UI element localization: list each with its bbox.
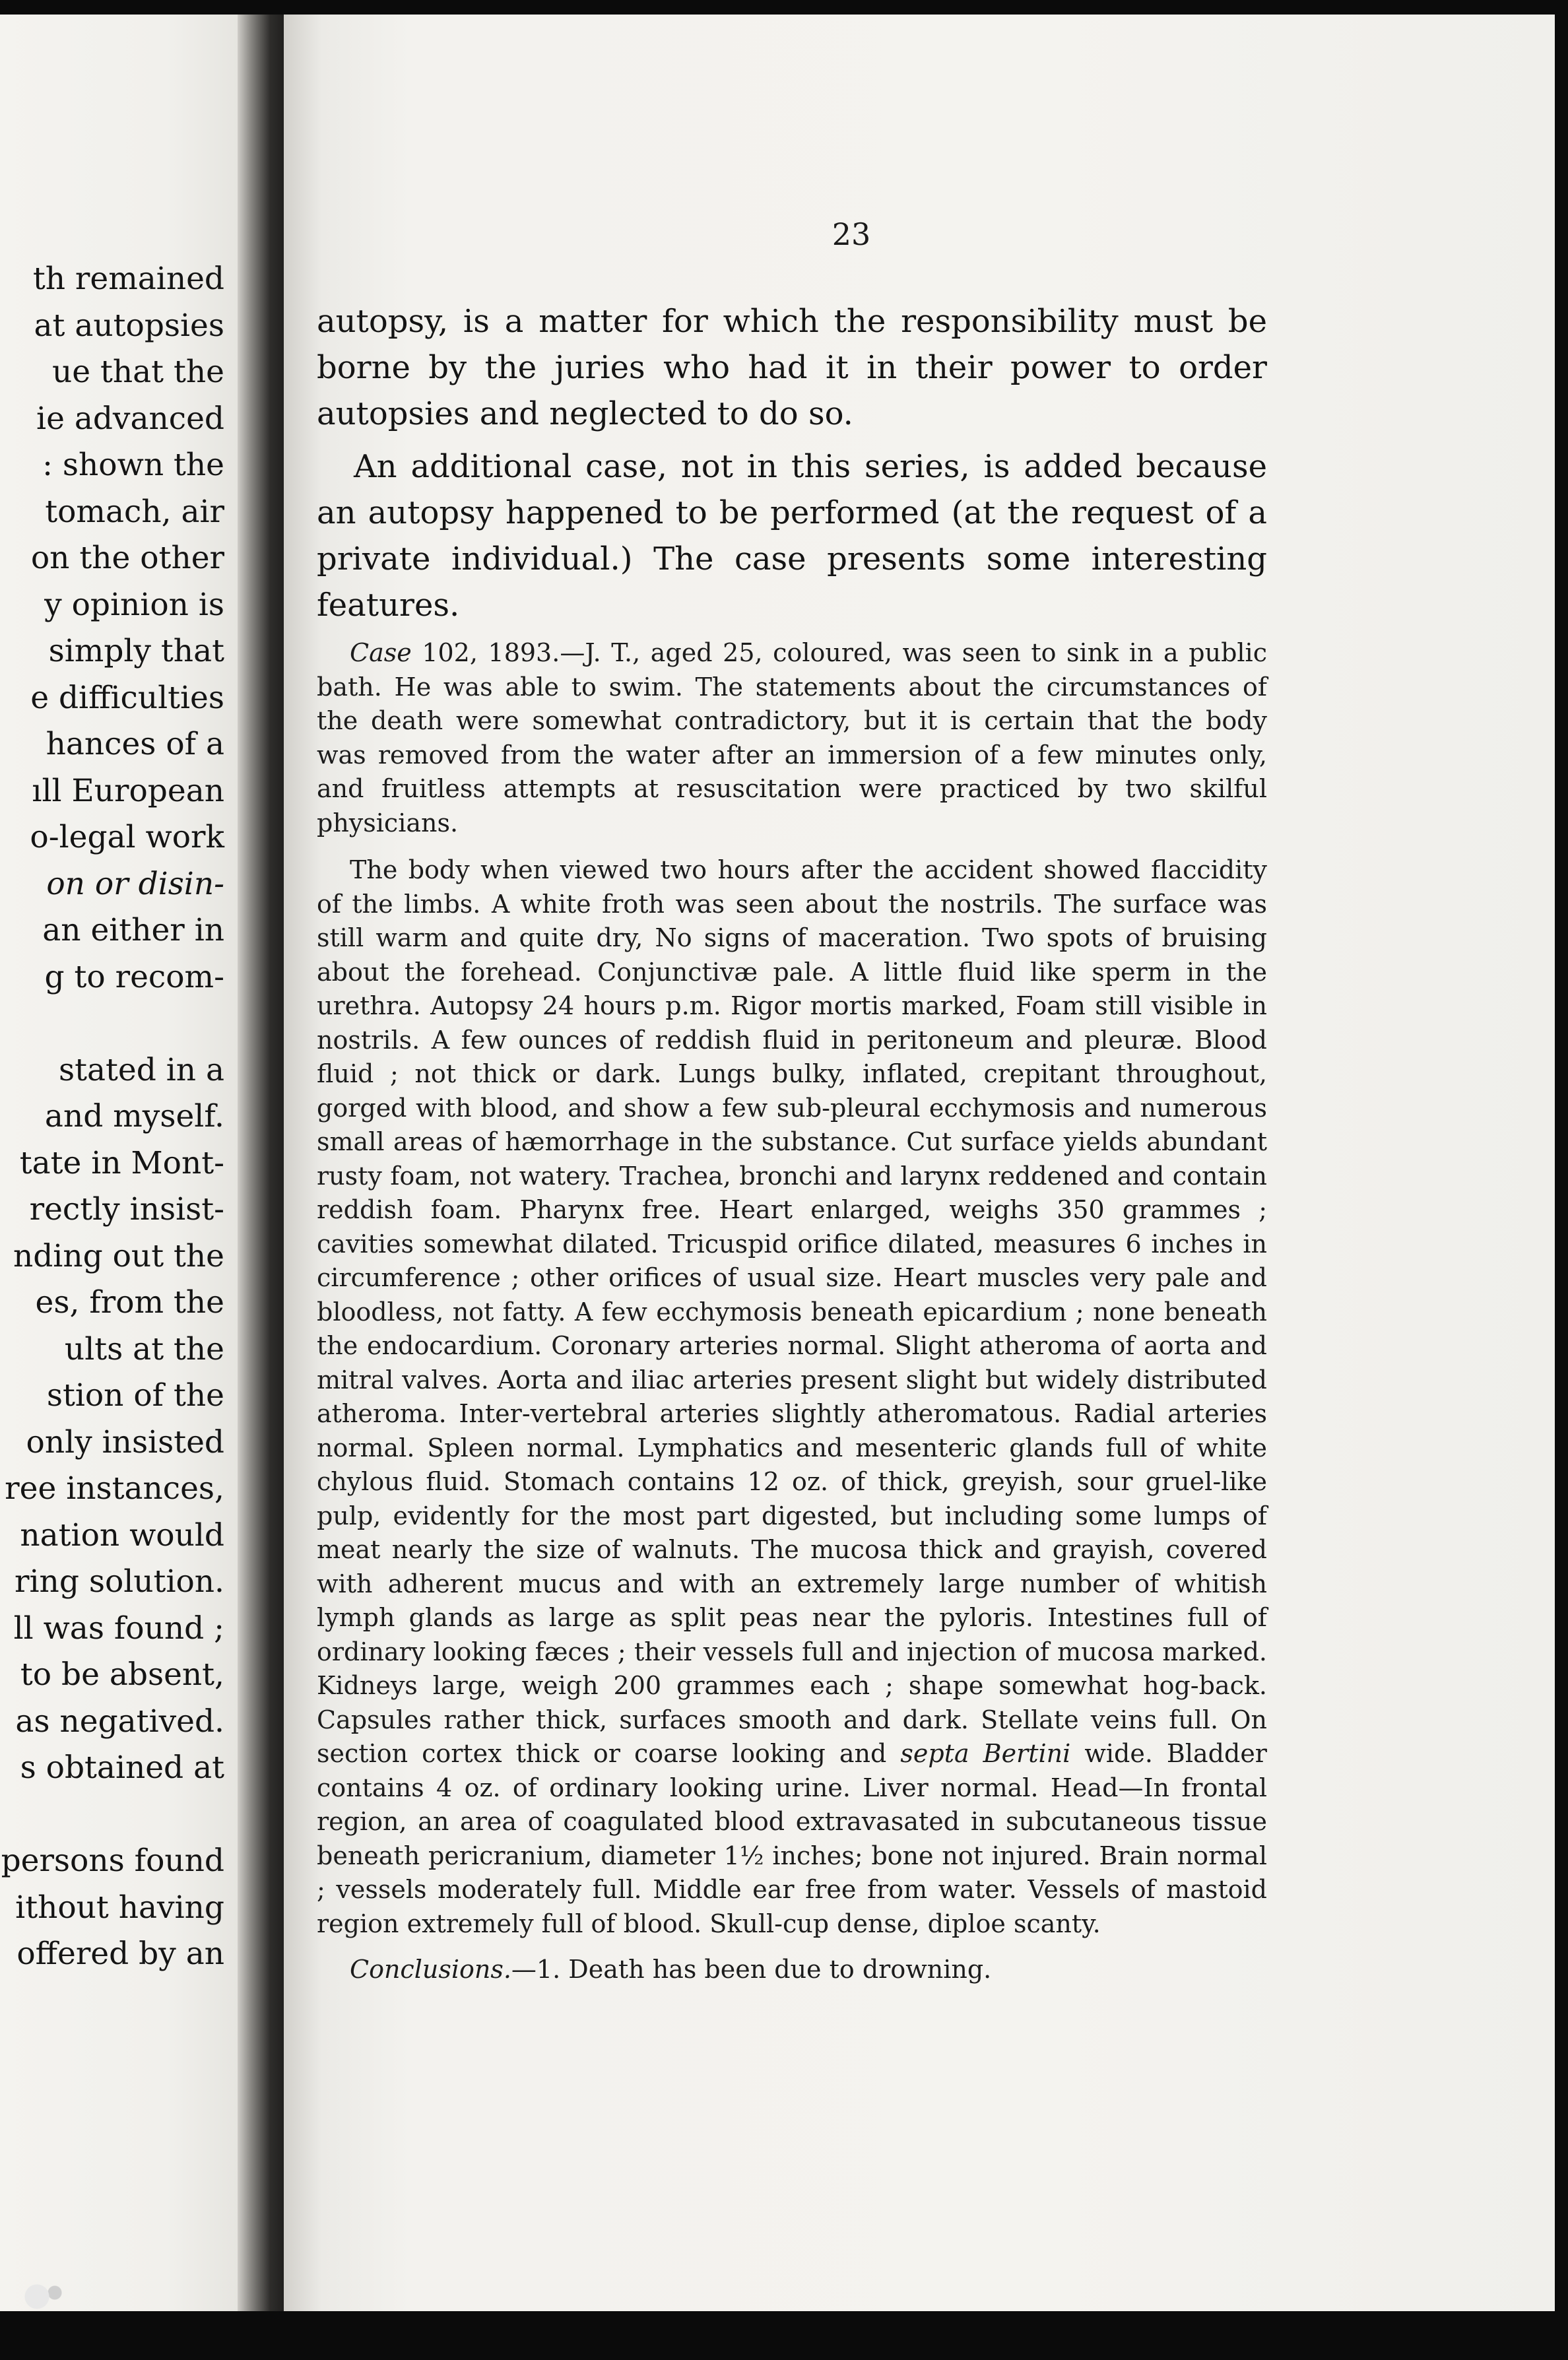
left-page-line: o-legal work	[30, 819, 224, 855]
left-page-line: ree instances,	[5, 1470, 224, 1507]
page-number: 23	[832, 216, 871, 252]
scan-bottom-edge	[0, 2311, 1568, 2360]
left-page-line: e difficulties	[30, 679, 224, 716]
left-page-blank-line	[0, 1000, 224, 1047]
conclusions-paragraph	[317, 1953, 1267, 1987]
left-page-line: as negatived.	[15, 1703, 224, 1740]
paragraph-autopsy-responsibility: autopsy, is a matter for which the responsibility must be borne by the juries who had it in their power to order autopsies and neglected to do so.	[317, 303, 1267, 432]
left-page-line: nding out the	[13, 1237, 224, 1274]
left-page-line: ll was found ;	[13, 1610, 224, 1647]
left-page-line: on or disin-	[46, 865, 224, 902]
left-page-line: simply that	[48, 633, 224, 669]
left-page-line: on the other	[30, 540, 224, 576]
left-page-line: only insisted	[26, 1424, 224, 1460]
scan-top-edge	[0, 0, 1568, 15]
paragraph-additional-case: An additional case, not in this series, is added because an autopsy happened to be performed (at the request of a private individual.) The case presents some interesting features.	[317, 448, 1267, 624]
left-page-line: stated in a	[58, 1051, 224, 1088]
left-facing-page	[0, 0, 238, 2360]
left-page-line: ults at the	[64, 1330, 224, 1367]
left-page-line: tomach, air	[45, 493, 224, 530]
left-page-line: hances of a	[46, 726, 224, 762]
left-page-line: g to recom-	[44, 958, 224, 995]
left-page-line: y opinion is	[44, 586, 224, 623]
left-page-line: th remained	[32, 261, 224, 297]
case-label: Case	[350, 638, 412, 667]
left-page-line: tate in Mont-	[19, 1144, 224, 1181]
left-page-line: ie advanced	[36, 400, 224, 437]
left-page-line: ue that the	[51, 354, 224, 390]
left-page-line: ring solution.	[15, 1563, 224, 1600]
left-page-line: offered by an	[16, 1936, 224, 1972]
autopsy-findings-paragraph	[317, 853, 1267, 1941]
left-page-line: s obtained at	[20, 1750, 224, 1786]
left-page-line: persons found	[1, 1843, 224, 1879]
autopsy-findings-text-b: wide. Bladder contains 4 oz. of ordinary looking urine. Liver normal. Head—In frontal region, an area of coagulated blood extravasated in subcutaneous tissue beneath pericranium, diameter 1½ inches; bone not injured. Brain normal ; vessels moderately full. Middle ear free from water. Vessels of mastoid region extremely full of blood. Skull-cup dense, diploe scanty.	[317, 1739, 1267, 1938]
conclusions-label: Conclusions.	[350, 1955, 511, 1984]
conclusions-text: —1. Death has been due to drowning.	[511, 1955, 992, 1984]
septa-bertini-term: septa Bertini	[900, 1739, 1071, 1768]
left-page-blank-line	[0, 1792, 224, 1839]
right-page	[284, 15, 1555, 2311]
left-page-line: and myself.	[44, 1098, 224, 1134]
page-body	[317, 298, 1267, 1987]
left-page-line: ıll European	[32, 772, 224, 809]
left-page-line: nation would	[20, 1517, 224, 1554]
left-page-text	[0, 256, 224, 1978]
autopsy-findings-text-a: The body when viewed two hours after the accident showed flaccidity of the limbs. A white froth was seen about the nostrils. The surface was still warm and quite dry, No signs of maceration. Two spots of bruising about the forehead. Conjunctivæ pale. A little fluid like sperm in the urethra. Autopsy 24 hours p.m. Rigor mortis marked, Foam still visible in nostrils. A few ounces of reddish fluid in peritoneum and pleuræ. Blood fluid ; not thick or dark. Lungs bulky, inflated, crepitant throughout, gorged with blood, and show a few sub-pleural ecchymosis and numerous small areas of hæmorrhage in the substance. Cut surface yields abundant rusty foam, not watery. Trachea, bronchi and larynx reddened and contain reddish foam. Pharynx free. Heart enlarged, weighs 350 grammes ; cavities somewhat dilated. Tricuspid orifice dilated, measures 6 inches in circumference ; other orifices of usual size. Heart muscles very pale and bloodless, not fatty. A few ecchymosis beneath epicardium ; none beneath the endocardium. Coronary arteries normal. Slight atheroma of aorta and mitral valves. Aorta and iliac arteries present slight but widely distributed atheroma. Inter-vertebral arteries slightly atheromatous. Radial arteries normal. Spleen normal. Lymphatics and mesenteric glands full of white chylous fluid. Stomach contains 12 oz. of thick, greyish, sour gruel-like pulp, evidently for the most part digested, but including some lumps of meat nearly the size of walnuts. The mucosa thick and grayish, covered with adherent mucus and with an extremely large number of whitish lymph glands as large as split peas near the pyloris. Intestines full of ordinary looking fæces ; their vessels full and injection of mucosa marked. Kidneys large, weigh 200 grammes each ; shape somewhat hog-back. Capsules rather thick, surfaces smooth and dark. Stellate veins full. On section cortex thick or coarse looking and	[317, 855, 1267, 1768]
left-page-line: : shown the	[42, 447, 224, 483]
left-page-line: stion of the	[46, 1377, 224, 1414]
left-page-line: ithout having	[15, 1889, 224, 1926]
paper-speck	[13, 2277, 73, 2316]
case-intro-text: 102, 1893.—J. T., aged 25, coloured, was seen to sink in a public bath. He was able to swim. The statements about the circumstances of the death were somewhat contradictory, but it is certain that the body was removed from the water after an immersion of a few minutes only, and fruitless attempts at resuscitation were practiced by two skilful physicians.	[317, 638, 1267, 837]
case-intro-paragraph	[317, 636, 1267, 840]
left-page-line: to be absent,	[20, 1656, 224, 1693]
left-page-line: at autopsies	[34, 307, 224, 344]
left-page-line: an either in	[42, 912, 224, 948]
left-page-line: es, from the	[35, 1284, 224, 1321]
left-page-line: rectly insist-	[29, 1191, 224, 1228]
